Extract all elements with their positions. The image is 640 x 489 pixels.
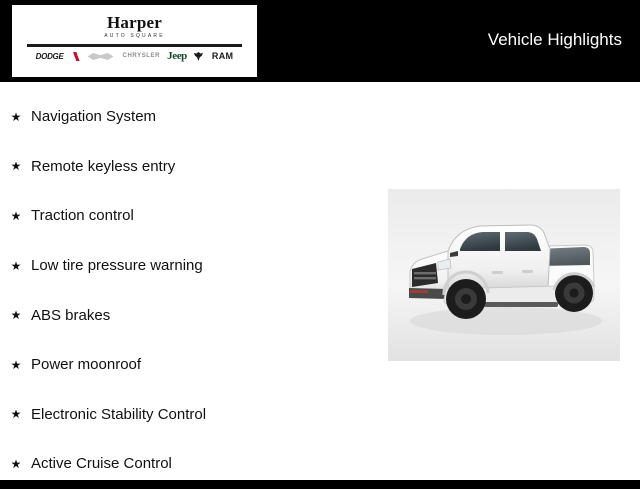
list-item: [0, 142, 370, 192]
dealer-logo-name: Harper: [106, 13, 162, 32]
features-list: [0, 82, 370, 489]
vehicle-illustration: [388, 189, 620, 361]
dealer-logo[interactable]: [12, 5, 257, 77]
feature-label: Navigation System: [31, 108, 157, 126]
page-title: Vehicle Highlights: [487, 30, 622, 49]
brand-jeep: Jeep: [167, 50, 187, 62]
chrysler-wings-icon: [88, 53, 114, 60]
brand-strip: [27, 52, 242, 61]
list-item: [0, 92, 370, 142]
brand-dodge: DODGE: [35, 52, 64, 61]
feature-label: Power moonroof: [31, 356, 142, 374]
star-bullet-icon: ★: [10, 258, 22, 273]
star-bullet-icon: ★: [10, 208, 22, 223]
list-item: [0, 241, 370, 291]
list-item: [0, 390, 370, 440]
logo-divider: [27, 44, 242, 47]
feature-label: Remote keyless entry: [31, 157, 176, 175]
brand-ram: RAM: [211, 51, 234, 61]
feature-label: Electronic Stability Control: [31, 405, 207, 423]
feature-label: Low tire pressure warning: [31, 257, 203, 275]
feature-label: Traction control: [31, 207, 134, 225]
list-item: [0, 439, 370, 489]
star-bullet-icon: ★: [10, 159, 22, 174]
list-item: [0, 191, 370, 241]
star-bullet-icon: ★: [10, 308, 22, 323]
dodge-stripes-icon: [72, 52, 81, 61]
star-bullet-icon: ★: [10, 109, 22, 124]
star-bullet-icon: ★: [10, 357, 22, 372]
ram-head-icon: [194, 52, 203, 61]
star-bullet-icon: ★: [10, 456, 22, 471]
feature-label: Active Cruise Control: [31, 455, 172, 473]
vehicle-photo: [388, 189, 620, 361]
header-bar: [0, 0, 640, 82]
brand-chrysler: CHRYSLER: [122, 53, 161, 59]
content-area: [0, 82, 640, 480]
list-item: [0, 340, 370, 390]
star-bullet-icon: ★: [10, 407, 22, 422]
list-item: [0, 290, 370, 340]
feature-label: ABS brakes: [31, 306, 111, 324]
dealer-logo-subtitle: AUTO SQUARE: [104, 33, 165, 39]
